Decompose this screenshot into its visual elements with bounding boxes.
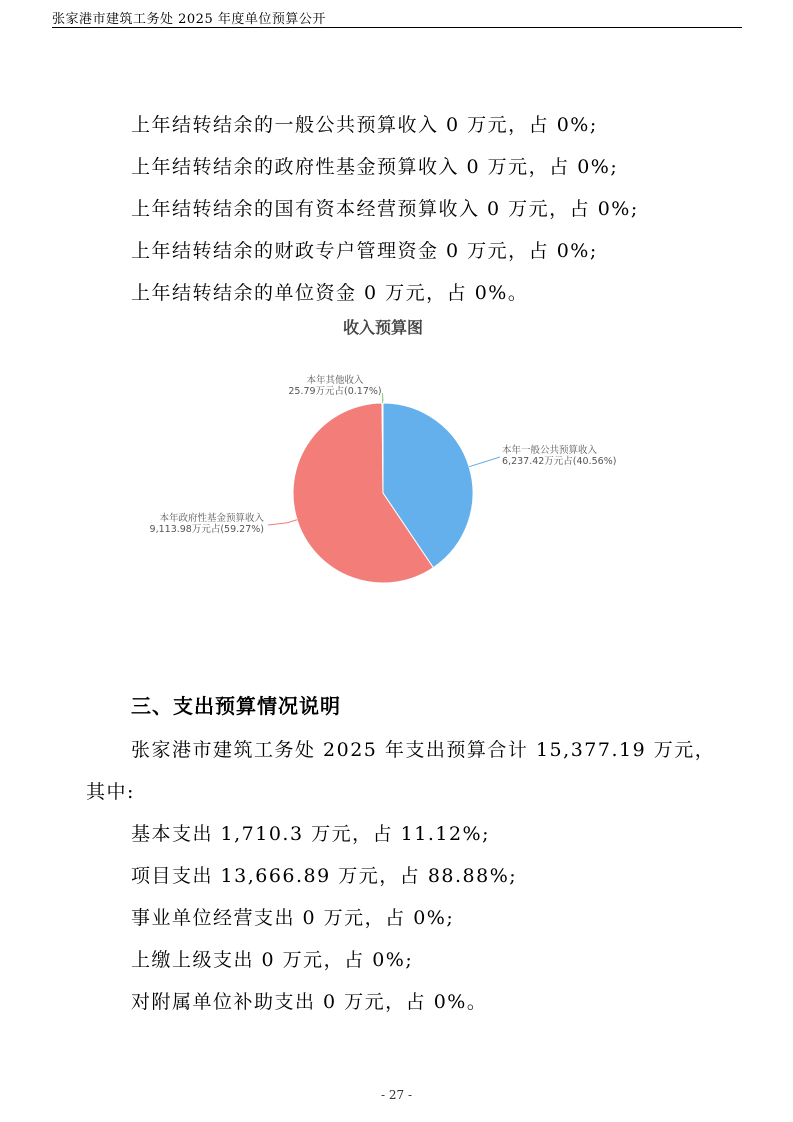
slice-value-label-2: 9,113.98万元占(59.27%) — [149, 524, 264, 535]
slice-name-label-2: 本年政府性基金预算收入 — [159, 513, 264, 524]
expense-intro-line-2: 其中: — [86, 781, 135, 803]
income-line-1: 上年结转结余的一般公共预算收入 0 万元，占 0%; — [131, 114, 598, 136]
slice-value-label-3: 25.79万元占(0.17%) — [288, 386, 382, 397]
page-number: - 27 - — [380, 1088, 412, 1102]
expense-item-3: 事业单位经营支出 0 万元，占 0%; — [131, 907, 455, 929]
slice-name-label-3: 本年其他收入 — [306, 375, 364, 386]
header-rule — [52, 27, 742, 28]
expense-item-4: 上缴上级支出 0 万元，占 0%; — [131, 949, 414, 971]
slice-value-label-1: 6,237.42万元占(40.56%) — [502, 456, 617, 467]
chart-title: 收入预算图 — [342, 318, 424, 337]
leader-line-2 — [268, 520, 297, 525]
section-heading: 三、支出预算情况说明 — [131, 694, 341, 718]
page-header: 张家港市建筑工务处 2025 年度单位预算公开 — [52, 12, 326, 27]
income-line-2: 上年结转结余的政府性基金预算收入 0 万元，占 0%; — [131, 156, 619, 178]
leader-line-1 — [469, 457, 500, 467]
income-pie-chart — [0, 305, 793, 605]
expense-item-2: 项目支出 13,666.89 万元，占 88.88%; — [131, 865, 518, 887]
income-line-3: 上年结转结余的国有资本经营预算收入 0 万元，占 0%; — [131, 198, 639, 220]
expense-item-1: 基本支出 1,710.3 万元，占 11.12%; — [131, 823, 490, 845]
pie-slices — [293, 403, 473, 583]
slice-name-label-1: 本年一般公共预算收入 — [502, 445, 598, 456]
expense-item-5: 对附属单位补助支出 0 万元，占 0%。 — [131, 991, 488, 1013]
income-line-4: 上年结转结余的财政专户管理资金 0 万元，占 0%; — [131, 240, 598, 262]
income-line-5: 上年结转结余的单位资金 0 万元，占 0%。 — [131, 282, 529, 304]
expense-intro-line-1: 张家港市建筑工务处 2025 年支出预算合计 15,377.19 万元， — [131, 739, 716, 761]
